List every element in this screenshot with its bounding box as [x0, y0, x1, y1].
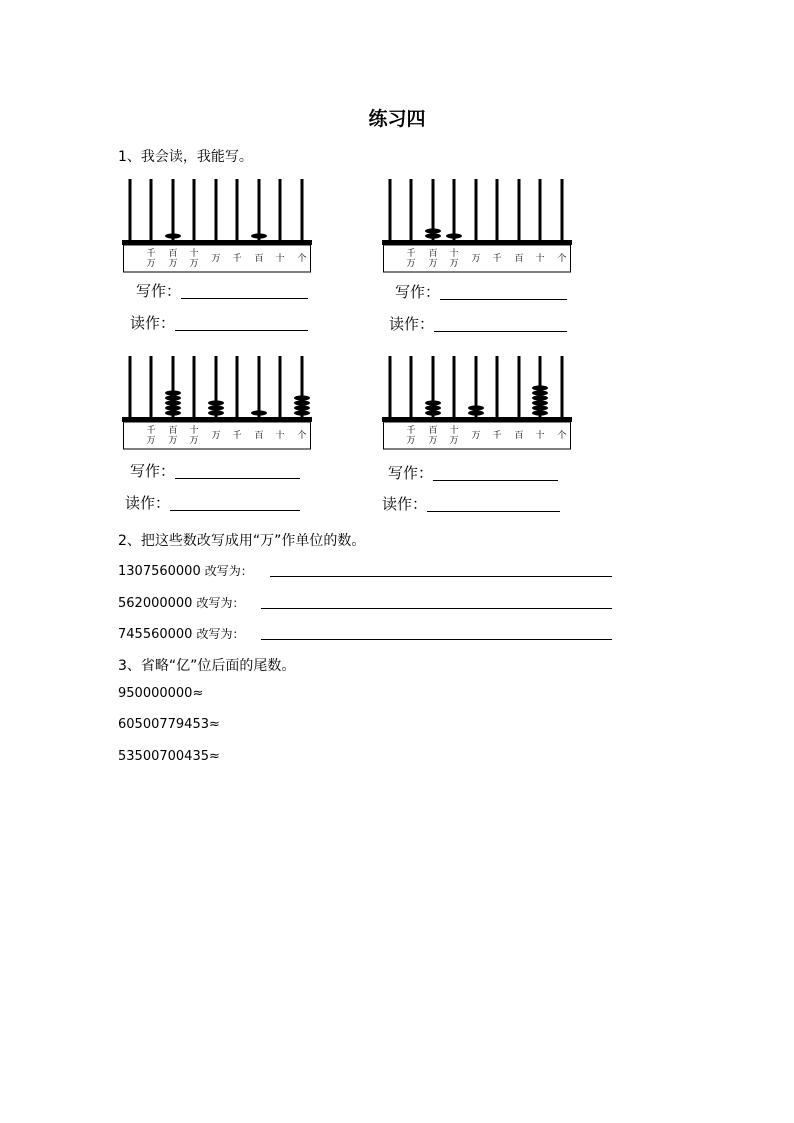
abacus-bead: [532, 395, 548, 400]
place-label: 千: [492, 254, 502, 264]
place-label: 百万: [168, 249, 178, 269]
round-item-2: 60500779453≈: [118, 717, 220, 732]
abacus-bead: [251, 410, 267, 415]
abacus-bead: [294, 405, 310, 410]
abacus-2: [382, 174, 572, 274]
write-label: 写作：: [130, 462, 176, 480]
place-label: 百: [254, 431, 264, 441]
abacus-rod: [236, 356, 239, 418]
abacus-rod: [453, 356, 456, 418]
place-label: 个: [557, 431, 567, 441]
rewrite-suffix: 改写为：: [204, 564, 253, 578]
abacus-rod: [279, 179, 282, 241]
abacus-bead: [532, 400, 548, 405]
abacus-bead: [425, 405, 441, 410]
abacus-rod: [258, 356, 261, 418]
read-field-4[interactable]: [382, 493, 560, 514]
place-label: 个: [557, 254, 567, 264]
abacus-rod: [561, 356, 564, 418]
abacus-1: [122, 174, 312, 274]
abacus-bead: [425, 228, 441, 233]
abacus-bead: [532, 390, 548, 395]
place-label: 百万: [168, 426, 178, 446]
read-field-3[interactable]: [125, 492, 300, 513]
answer-line[interactable]: [427, 497, 560, 512]
abacus-rod: [518, 356, 521, 418]
write-field-2[interactable]: [395, 281, 567, 302]
abacus-rod: [301, 179, 304, 241]
abacus-rod: [129, 356, 132, 418]
place-label: 十: [275, 431, 285, 441]
place-label: 十万: [189, 426, 199, 446]
abacus-3: [122, 351, 312, 451]
rewrite-suffix: 改写为：: [196, 596, 245, 610]
place-label: 万: [211, 431, 221, 441]
abacus-bead: [208, 410, 224, 415]
rewrite-row-2: [118, 594, 244, 611]
abacus-rod: [453, 179, 456, 241]
answer-line[interactable]: [181, 284, 308, 299]
place-label: 十万: [449, 426, 459, 446]
abacus-bead: [532, 385, 548, 390]
abacus-beam: [382, 417, 572, 422]
place-label: 千万: [406, 426, 416, 446]
abacus-bead: [425, 410, 441, 415]
abacus-rod: [215, 179, 218, 241]
answer-line[interactable]: [175, 316, 308, 331]
place-label: 百: [514, 254, 524, 264]
place-label: 十: [275, 254, 285, 264]
abacus-rod: [389, 179, 392, 241]
abacus-rod: [539, 179, 542, 241]
abacus-bead: [425, 400, 441, 405]
abacus-bead: [165, 410, 181, 415]
abacus-bead: [468, 405, 484, 410]
section-3-heading: 3、省略“亿”位后面的尾数。: [118, 658, 296, 674]
abacus-rod: [172, 179, 175, 241]
abacus-bead: [294, 410, 310, 415]
answer-line[interactable]: [175, 464, 300, 479]
abacus-bead: [251, 233, 267, 238]
place-label: 十万: [449, 249, 459, 269]
place-label: 十: [535, 254, 545, 264]
rewrite-row-3: [118, 625, 244, 642]
abacus-4: [382, 351, 572, 451]
abacus-bead: [532, 405, 548, 410]
abacus-bead: [208, 405, 224, 410]
abacus-bead: [468, 410, 484, 415]
read-label: 读作：: [130, 314, 176, 332]
place-label: 千万: [146, 426, 156, 446]
place-label: 千: [492, 431, 502, 441]
page-title: 练习四: [368, 108, 426, 130]
abacus-bead: [208, 400, 224, 405]
abacus-rod: [410, 356, 413, 418]
place-label: 个: [297, 254, 307, 264]
abacus-rod: [193, 356, 196, 418]
abacus-rod: [475, 179, 478, 241]
place-label: 千: [232, 254, 242, 264]
abacus-bead: [165, 400, 181, 405]
place-label: 万: [471, 254, 481, 264]
answer-line[interactable]: [261, 608, 612, 609]
abacus-rod: [561, 179, 564, 241]
abacus-rod: [518, 179, 521, 241]
abacus-rod: [129, 179, 132, 241]
abacus-bead: [165, 233, 181, 238]
read-label: 读作：: [389, 315, 435, 333]
abacus-beam: [382, 240, 572, 245]
answer-line[interactable]: [270, 576, 612, 577]
abacus-rod: [496, 179, 499, 241]
abacus-rod: [150, 356, 153, 418]
rewrite-number: 1307560000: [118, 564, 201, 579]
read-label: 读作：: [125, 494, 171, 512]
read-field-1[interactable]: [130, 312, 308, 333]
abacus-beam: [122, 240, 312, 245]
answer-line[interactable]: [433, 466, 558, 481]
write-field-3[interactable]: [130, 460, 300, 481]
place-label: 千万: [406, 249, 416, 269]
answer-line[interactable]: [440, 285, 567, 300]
place-label: 万: [471, 431, 481, 441]
write-label: 写作：: [388, 464, 434, 482]
answer-line[interactable]: [170, 496, 300, 511]
abacus-bead: [294, 400, 310, 405]
answer-line[interactable]: [434, 317, 567, 332]
answer-line[interactable]: [261, 639, 612, 640]
abacus-rod: [496, 356, 499, 418]
abacus-rod: [193, 179, 196, 241]
abacus-rod: [279, 356, 282, 418]
section-2-heading: 2、把这些数改写成用“万”作单位的数。: [118, 533, 366, 549]
place-label: 百: [254, 254, 264, 264]
read-field-2[interactable]: [389, 313, 567, 334]
place-label: 万: [211, 254, 221, 264]
round-item-3: 53500700435≈: [118, 749, 220, 764]
place-label: 个: [297, 431, 307, 441]
abacus-beam: [122, 417, 312, 422]
abacus-bead: [532, 410, 548, 415]
write-label: 写作：: [136, 282, 182, 300]
round-item-1: 950000000≈: [118, 686, 204, 701]
place-label: 十: [535, 431, 545, 441]
abacus-bead: [446, 233, 462, 238]
write-field-1[interactable]: [136, 280, 308, 301]
abacus-rod: [389, 356, 392, 418]
abacus-bead: [165, 390, 181, 395]
rewrite-number: 745560000: [118, 627, 193, 642]
write-field-4[interactable]: [388, 462, 558, 483]
abacus-bead: [165, 405, 181, 410]
place-label: 百万: [428, 249, 438, 269]
place-label: 十万: [189, 249, 199, 269]
abacus-rod: [258, 179, 261, 241]
abacus-rod: [410, 179, 413, 241]
place-label: 百: [514, 431, 524, 441]
place-label: 千万: [146, 249, 156, 269]
abacus-bead: [165, 395, 181, 400]
write-label: 写作：: [395, 283, 441, 301]
place-label: 百万: [428, 426, 438, 446]
abacus-bead: [294, 395, 310, 400]
section-1-heading: 1、我会读，我能写。: [118, 149, 253, 165]
rewrite-suffix: 改写为：: [196, 627, 245, 641]
rewrite-row-1: [118, 562, 253, 579]
read-label: 读作：: [382, 495, 428, 513]
abacus-bead: [425, 233, 441, 238]
abacus-rod: [150, 179, 153, 241]
rewrite-number: 562000000: [118, 596, 193, 611]
abacus-rod: [236, 179, 239, 241]
place-label: 千: [232, 431, 242, 441]
